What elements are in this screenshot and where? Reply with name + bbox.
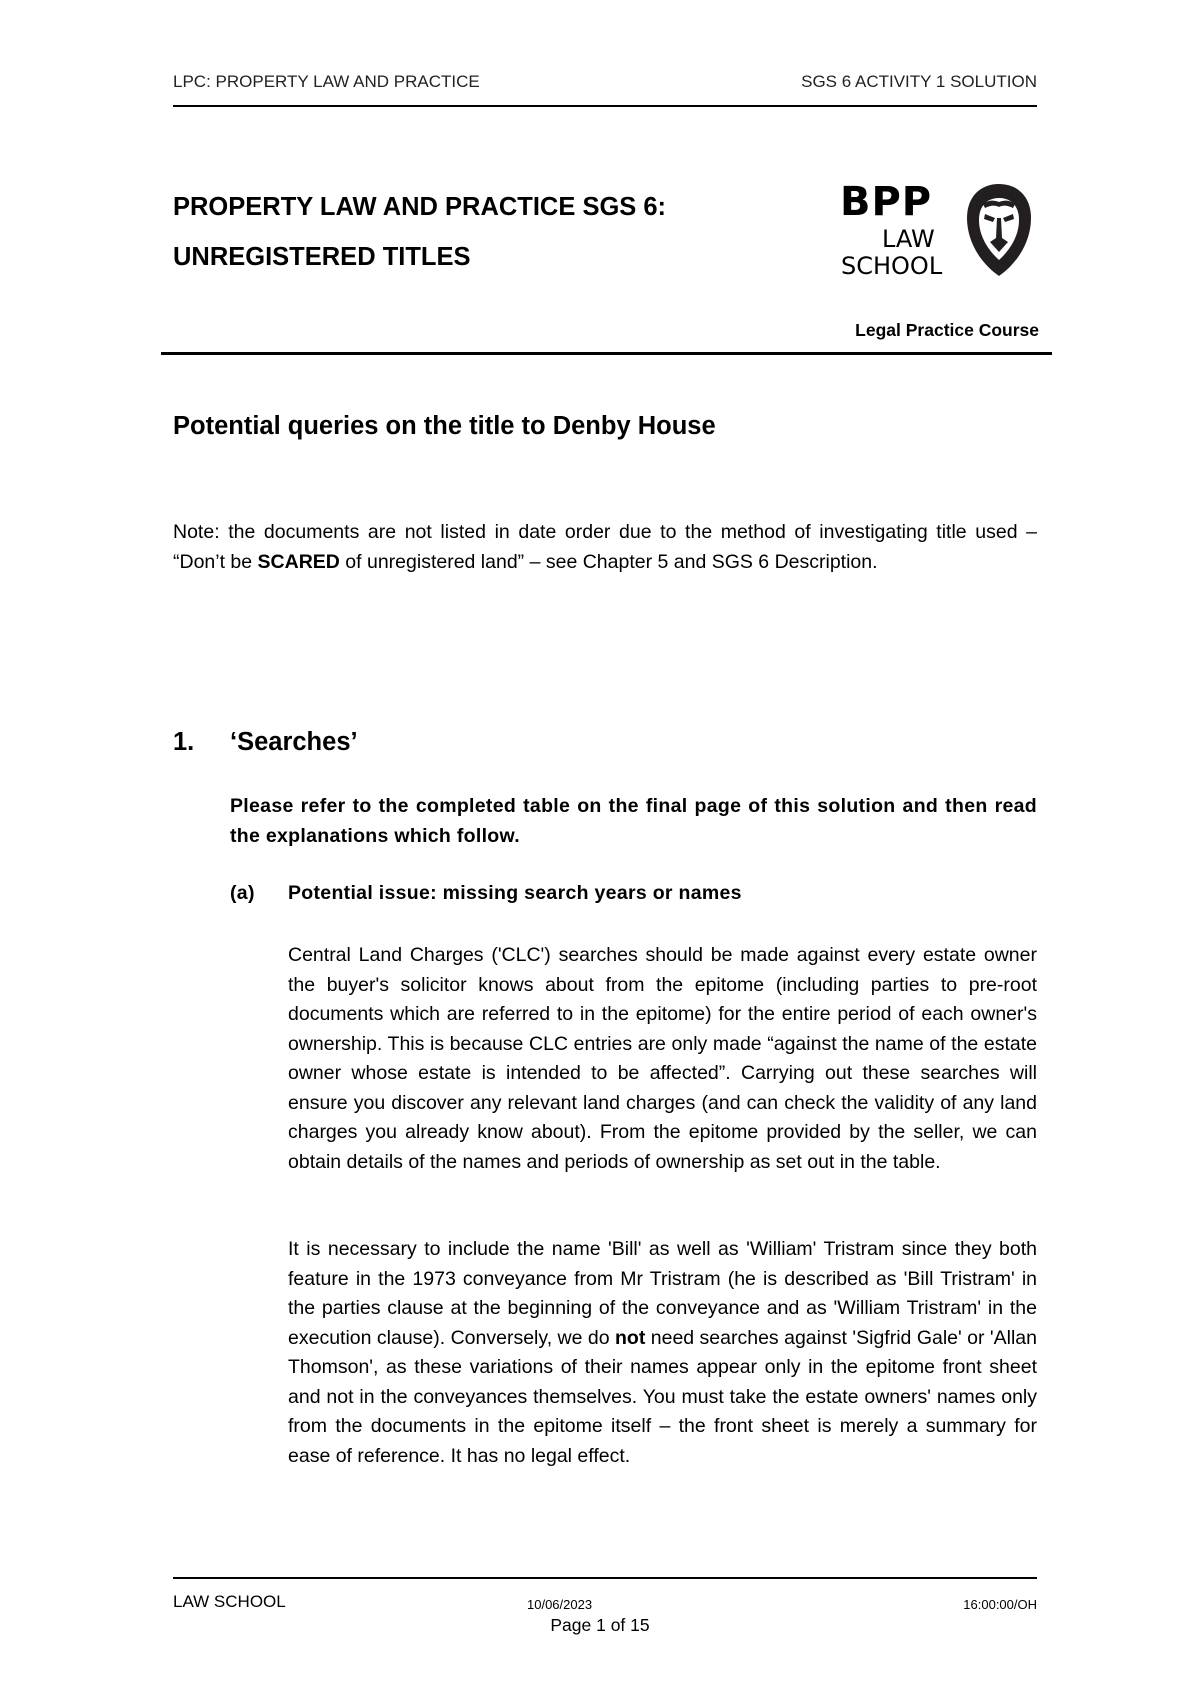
paragraph-2-start: It is necessary to include the name 'Bill' as well as 'William' Tristram since they both feature in the 1973 conveyance from Mr Tristram (he is described as 'Bill Tristram' in the parties clause at the beginning of the conveyance and as 'William Tristram' in the execution clause). Conversely, we do xyxy=(288,1238,1037,1349)
logo-law-text: LAW xyxy=(882,225,935,253)
section-1-heading xyxy=(173,728,358,757)
subsection-a-heading xyxy=(230,882,742,905)
section-heading: Potential queries on the title to Denby House xyxy=(173,412,716,440)
running-header xyxy=(173,72,1037,92)
document-title xyxy=(173,182,666,282)
section-1-instruction: Please refer to the completed table on the final page of this solution and then read the explanations which follow. xyxy=(230,795,1037,847)
note-paragraph xyxy=(173,518,1037,577)
subsection-a-title: Potential issue: missing search years or names xyxy=(288,882,742,904)
document-title-line-2: UNREGISTERED TITLES xyxy=(173,243,471,271)
section-1-title: ‘Searches’ xyxy=(230,728,358,756)
logo-school-text: SCHOOL xyxy=(841,252,943,280)
note-emphasis: SCARED xyxy=(257,550,340,573)
bpp-law-school-logo xyxy=(838,180,1038,280)
page-number: Page 1 of 15 xyxy=(550,1615,650,1635)
footer-school: LAW SCHOOL xyxy=(173,1592,286,1611)
document-title-line-1: PROPERTY LAW AND PRACTICE SGS 6: xyxy=(173,193,667,221)
paragraph-2-end: need searches against 'Sigfrid Gale' or 'Allan Thomson', as these variations of their names appear only in the epitome front sheet and not in the conveyances themselves. You must take the estate owners' names only from the documents in the epitome itself – the front sheet is merely a summary for ease of reference. It has no legal effect. xyxy=(288,1326,1038,1467)
paragraph-name-variations xyxy=(288,1235,1037,1471)
paragraph-clc-searches: Central Land Charges ('CLC') searches should be made against every estate owner the buyer's solicitor knows about from the epitome (including parties to pre-root documents which are referred to in the epitome) for the entire period of each owner's ownership. This is because CLC entries are only made “against the name of the estate owner whose estate is intended to be affected”. Carrying out these searches will ensure you discover any relevant land charges (and can check the validity of any land charges you already know about). From the epitome provided by the seller, we can obtain details of the names and periods of ownership as set out in the table. xyxy=(288,944,1037,1173)
footer-divider xyxy=(173,1577,1037,1579)
section-1-number: 1. xyxy=(173,728,195,756)
header-divider xyxy=(173,105,1037,107)
note-text-end: of unregistered land” – see Chapter 5 and SGS 6 Description. xyxy=(339,550,878,573)
header-activity-title: SGS 6 ACTIVITY 1 SOLUTION xyxy=(801,72,1037,91)
header-course-title: LPC: PROPERTY LAW AND PRACTICE xyxy=(173,72,480,91)
course-name: Legal Practice Course xyxy=(855,320,1039,340)
title-divider xyxy=(161,352,1052,355)
footer-reference: 16:00:00/OH xyxy=(963,1597,1037,1612)
footer-date: 10/06/2023 xyxy=(527,1597,593,1612)
paragraph-2-emphasis: not xyxy=(615,1326,646,1349)
lion-head-icon xyxy=(963,182,1035,278)
logo-bpp-text: BPP xyxy=(840,179,933,225)
note-text-start: Note: the documents are not listed in date order due to the method of investigating title used – “Don’t be xyxy=(173,521,1037,573)
subsection-a-label: (a) xyxy=(230,882,255,904)
